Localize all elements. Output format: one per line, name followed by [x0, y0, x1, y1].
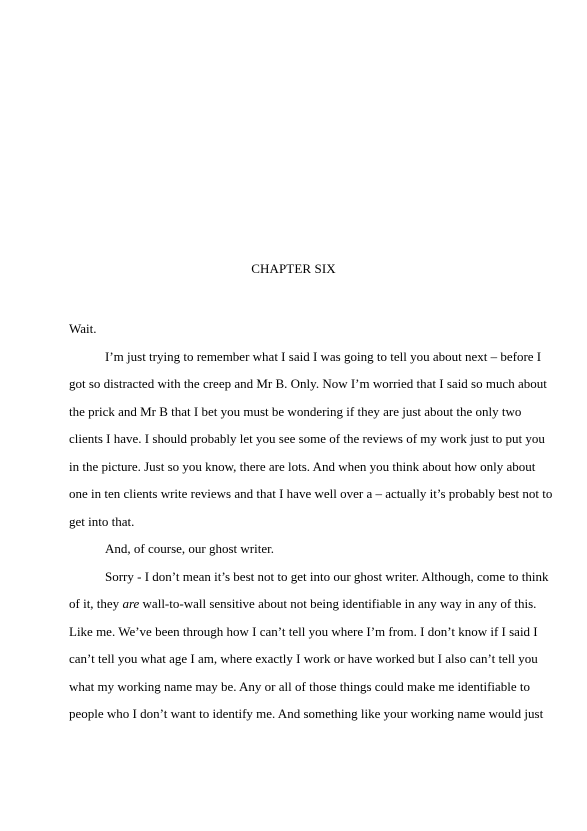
chapter-heading: CHAPTER SIX [251, 261, 336, 276]
text-line: in the picture. Just so you know, there are lots. And when you think about how only about [69, 458, 536, 474]
text-line: And, of course, our ghost writer. [105, 541, 274, 556]
emphasis-text: are [122, 596, 140, 611]
text-line: I’m just trying to remember what I said I was going to tell you about next – before I [105, 348, 542, 364]
text-line: can’t tell you what age I am, where exactly I work or have worked but I also can’t tell you [69, 651, 538, 666]
text-line: people who I don’t want to identify me. And something like your working name would just [69, 706, 544, 721]
text-line: clients I have. I should probably let you see some of the reviews of my work just to put you [69, 431, 545, 446]
text-line: the prick and Mr B that I bet you must be wondering if they are just about the only two [69, 403, 522, 419]
text-line: Sorry - I don’t mean it’s best not to get into our ghost writer. Although, come to think [105, 568, 549, 584]
text-line [69, 590, 537, 618]
text-line: Wait. [69, 321, 97, 336]
text-line: one in ten clients write reviews and that I have well over a – actually it’s probably best not to [69, 486, 553, 501]
text-line: get into that. [69, 513, 135, 529]
text-run: of it, they [69, 596, 123, 611]
text-line: got so distracted with the creep and Mr B. Only. Now I’m worried that I said so much about [69, 376, 547, 391]
text-run: wall-to-wall sensitive about not being identifiable in any way in any of this. [139, 596, 537, 611]
text-line: Like me. We’ve been through how I can’t tell you where I’m from. I don’t know if I said I [69, 623, 538, 639]
text-line: what my working name may be. Any or all of those things could make me identifiable to [69, 678, 531, 694]
body-text [69, 315, 553, 728]
